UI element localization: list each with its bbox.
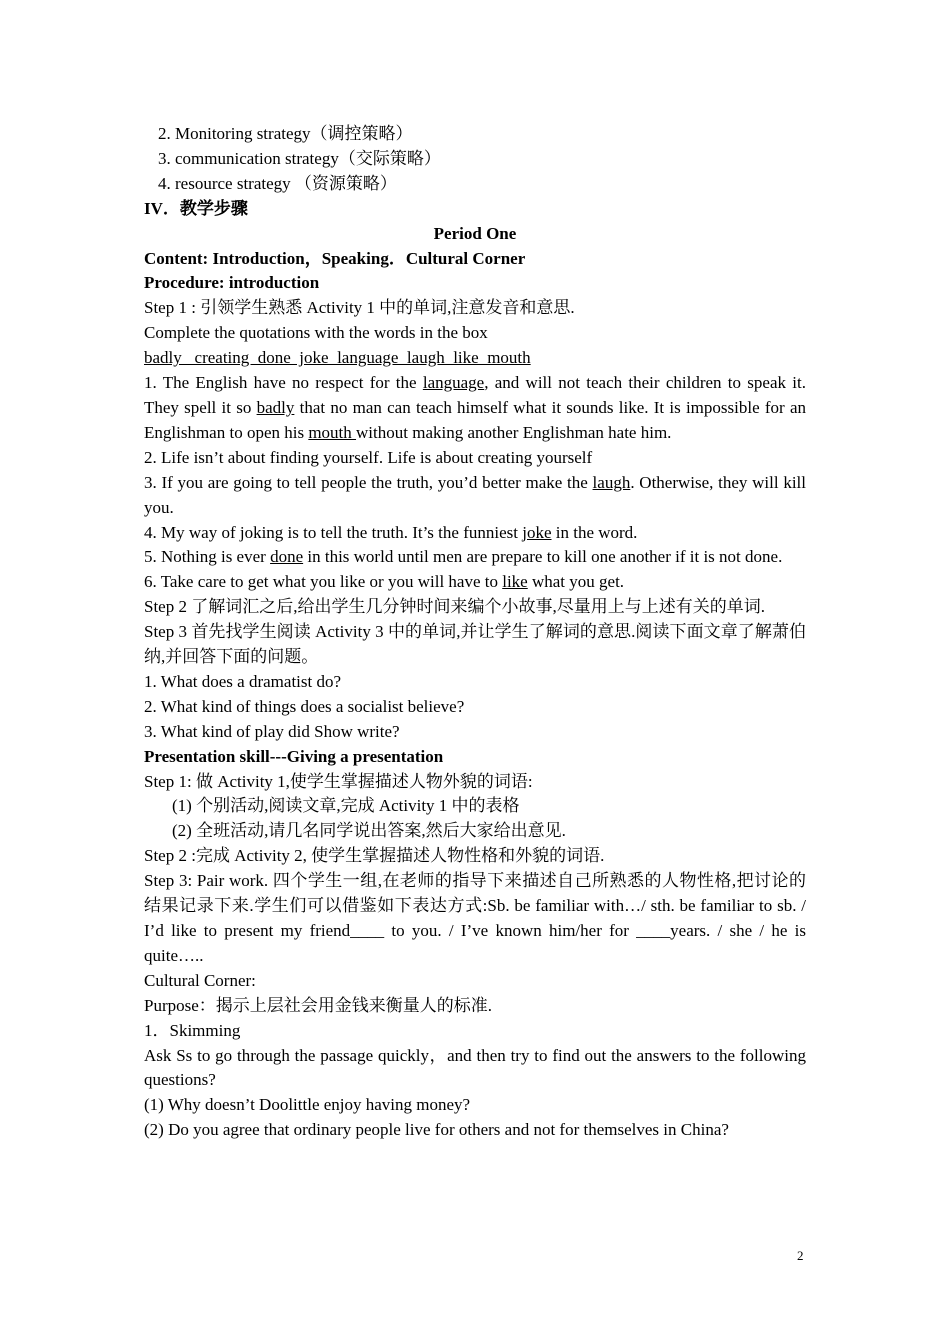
period-title: Period One: [433, 223, 517, 243]
strategy-item: 4. resource strategy （资源策略）: [158, 173, 397, 193]
presentation-heading: Presentation skill---Giving a presentation: [144, 746, 444, 766]
procedure-line: Procedure: introduction: [144, 273, 320, 293]
question-item: 2. What kind of things does a socialist believe?: [144, 696, 465, 716]
content-line: Content: Introduction，Speaking．Cultural Corner: [144, 248, 526, 268]
skimming-heading: 1．Skimming: [144, 1020, 241, 1040]
cc-question: (2) Do you agree that ordinary people live for others and not for themselves in China?: [144, 1120, 729, 1140]
ps-step3: Step 3: Pair work. 四个学生一组,在老师的指导下来描述自己所熟悉的人物性格,把讨论的结果记录下来.学生们可以借鉴如下表达方式:Sb. be familiar with…/ sth. be familiar to sb. / I’d like to present my friend____ to you. / I’ve known him/her for ____years. / she / he is quite…..: [144, 871, 806, 965]
quotation-4: 4. My way of joking is to tell the truth. It’s the funniest joke in the word.: [144, 522, 638, 542]
step2-text: Step 2 了解词汇之后,给出学生几分钟时间来编个小故事,尽量用上与上述有关的单词.: [144, 597, 765, 617]
ps-step1: Step 1: 做 Activity 1,使学生掌握描述人物外貌的词语:: [144, 771, 533, 791]
skimming-instruction: Ask Ss to go through the passage quickly，and then try to find out the answers to the following questions?: [144, 1045, 806, 1090]
step3-text: Step 3 首先找学生阅读 Activity 3 中的单词,并让学生了解词的意思.阅读下面文章了解萧伯纳,并回答下面的问题。: [144, 622, 806, 667]
quotations-intro: Complete the quotations with the words in the box: [144, 323, 488, 343]
quotation-6: 6. Take care to get what you like or you will have to like what you get.: [144, 572, 625, 592]
section-heading: IV．教学步骤: [144, 198, 248, 218]
ps-substep: (1) 个别活动,阅读文章,完成 Activity 1 中的表格: [172, 796, 520, 816]
word-box: badly creating done joke language laugh like mouth: [144, 348, 531, 368]
quotation-3: 3. If you are going to tell people the truth, you’d better make the laugh. Otherwise, they will kill you.: [144, 472, 806, 517]
purpose-line: Purpose：揭示上层社会用金钱来衡量人的标准.: [144, 995, 493, 1015]
answer-word: joke: [522, 522, 552, 542]
answer-word: badly: [256, 397, 295, 417]
strategy-item: 2. Monitoring strategy（调控策略）: [158, 124, 413, 143]
ps-substep: (2) 全班活动,请几名同学说出答案,然后大家给出意见.: [172, 821, 566, 841]
quotation-5: 5. Nothing is ever done in this world until men are prepare to kill one another if it is not done.: [144, 547, 783, 567]
ps-step2: Step 2 :完成 Activity 2, 使学生掌握描述人物性格和外貌的词语.: [144, 846, 605, 866]
cc-question: (1) Why doesn’t Doolittle enjoy having money?: [144, 1095, 471, 1115]
answer-word: like: [502, 572, 528, 592]
answer-word: language: [422, 373, 485, 393]
page-number: 2: [797, 1248, 804, 1263]
cultural-corner-label: Cultural Corner:: [144, 970, 256, 990]
quotation-1: 1. The English have no respect for the language, and will not teach their children to speak it. They spell it so badly that no man can teach himself what it sounds like. It is impossible for an Englishman to open his mouth without making another Englishman hate him.: [144, 373, 806, 442]
answer-word: mouth: [308, 422, 357, 442]
document-body: [144, 122, 806, 1143]
strategy-item: 3. communication strategy（交际策略）: [158, 148, 441, 168]
step1-text: Step 1 : 引领学生熟悉 Activity 1 中的单词,注意发音和意思.: [144, 298, 575, 318]
answer-word: laugh: [592, 472, 631, 492]
answer-word: done: [270, 547, 304, 567]
question-item: 3. What kind of play did Show write?: [144, 721, 400, 741]
question-item: 1. What does a dramatist do?: [144, 671, 342, 691]
quotation-2: 2. Life isn’t about finding yourself. Life is about creating yourself: [144, 447, 593, 467]
